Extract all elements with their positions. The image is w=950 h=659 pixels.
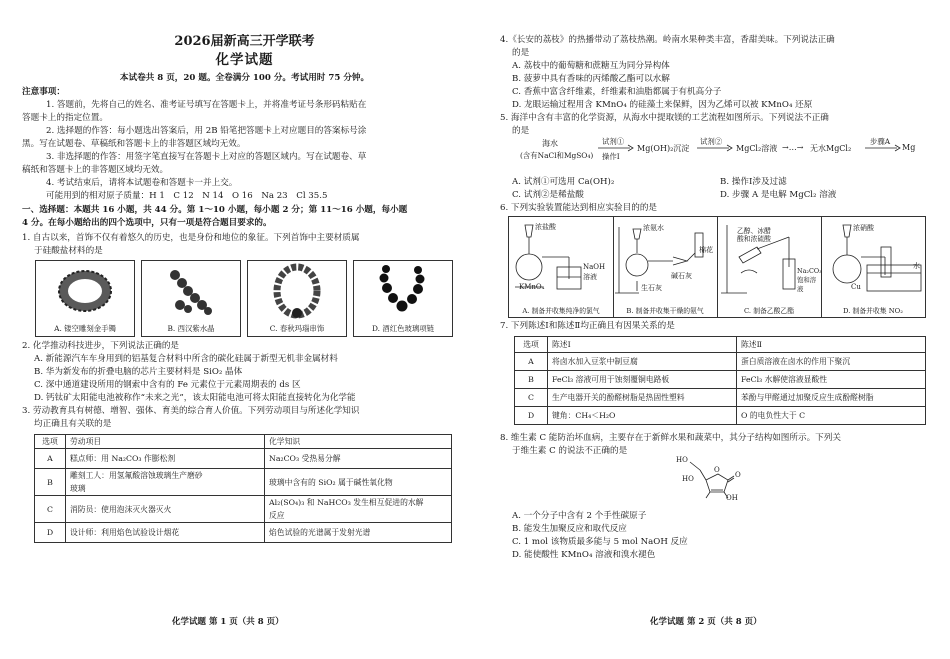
glass-necklace-illustration bbox=[354, 261, 452, 321]
table-row bbox=[35, 496, 452, 510]
bracelet-illustration bbox=[36, 261, 134, 321]
table-cell: D bbox=[515, 407, 548, 425]
option-label: B. 制备并收集干燥的氨气 bbox=[626, 307, 704, 315]
option-image-a bbox=[35, 260, 135, 337]
question-8: 于维生素 C 的说法不正确的是 bbox=[512, 446, 628, 456]
question-8-option: C. 1 mol 该物质最多能与 5 mol NaOH 反应 bbox=[512, 537, 688, 547]
notice-title: 注意事项： bbox=[22, 87, 65, 97]
flow-arrow-note: →…→ bbox=[782, 143, 804, 152]
question-1: 于硅酸盐材料的是 bbox=[34, 246, 103, 256]
table-cell: 糕点师：用 Na₂CO₃ 作膨松剂 bbox=[66, 449, 265, 469]
question-5: 的是 bbox=[512, 126, 530, 136]
label-ethanol: 乙醇、冰醋 bbox=[737, 227, 771, 235]
table-cell: A bbox=[35, 449, 66, 469]
label-nitric-acid: 浓硝酸 bbox=[853, 224, 874, 232]
flow-final: Mg bbox=[902, 143, 916, 152]
label-soda-lime: 碱石灰 bbox=[671, 272, 692, 280]
question-4-option: C. 香蕉中富含纤维素，纤维素和油脂都属于有机高分子 bbox=[512, 87, 722, 97]
notice-line: 稿纸和答题卡上的非答题区域均无效。 bbox=[22, 165, 169, 175]
arrow-icon bbox=[865, 144, 901, 152]
page-2 bbox=[500, 0, 930, 659]
table-row bbox=[35, 435, 452, 449]
table-header: 化学知识 bbox=[265, 435, 452, 449]
table-cell: 雕刻工人：用氢氟酸溶蚀玻璃生产磨砂 bbox=[66, 469, 265, 483]
table-cell: 生产电器开关的酚醛树脂是热固性塑料 bbox=[548, 389, 737, 407]
question-4-option: A. 荔枝中的葡萄糖和蔗糖互为同分异构体 bbox=[512, 61, 670, 71]
arrow-icon bbox=[598, 144, 634, 152]
table-cell: 玻璃中含有的 SiO₂ 属于碱性氧化物 bbox=[265, 469, 452, 496]
flow-product-2: MgCl₂溶液 bbox=[736, 144, 778, 153]
flow-product-1: Mg(OH)₂沉淀 bbox=[637, 144, 690, 153]
option-image-c bbox=[247, 260, 347, 337]
table-cell: Na₂CO₃ 受热易分解 bbox=[265, 449, 452, 469]
exam-subtitle: 化学试题 bbox=[215, 52, 274, 68]
question-8-option: A. 一个分子中含有 2 个手性碳原子 bbox=[512, 511, 647, 521]
table-cell: D bbox=[35, 523, 66, 543]
table-row bbox=[35, 469, 452, 483]
option-label: A. 镂空雕刻金手镯 bbox=[54, 324, 116, 333]
table-cell: B bbox=[515, 371, 548, 389]
label-quicklime: 生石灰 bbox=[641, 284, 662, 292]
table-row bbox=[515, 353, 926, 371]
table-header: 劳动项目 bbox=[66, 435, 265, 449]
question-4: 4.《长安的荔枝》的热播带动了荔枝热潮。岭南水果种类丰富，香甜美味。下列说法正确 bbox=[500, 35, 835, 45]
table-cell: Al₂(SO₄)₃ 和 NaHCO₃ 发生相互促进的水解 bbox=[265, 496, 452, 510]
label-acid-mix: 酸和浓硫酸 bbox=[737, 235, 771, 243]
page-1 bbox=[22, 0, 467, 659]
section-heading: 4 分。在每小题给出的四个选项中，只有一项是符合题目要求的。 bbox=[22, 218, 272, 228]
q3-table bbox=[34, 434, 452, 543]
table-header: 选项 bbox=[35, 435, 66, 449]
question-2: 2. 化学推动科技进步，下列说法正确的是 bbox=[22, 341, 180, 351]
flow-reagent-1: 试剂① bbox=[602, 137, 625, 146]
question-2-option: D. 钙钛矿太阳能电池被称作“未来之光”，该太阳能电池可将太阳能直接转化为化学能 bbox=[34, 393, 356, 403]
label-solution: 溶液 bbox=[583, 273, 597, 281]
crystal-beads-illustration bbox=[142, 261, 240, 321]
question-8-option: D. 能使酸性 KMnO₄ 溶液和溴水褪色 bbox=[512, 550, 656, 560]
label-cotton: 棉花 bbox=[699, 246, 713, 254]
section-heading: 一、选择题：本题共 16 小题，共 44 分。第 1～10 小题，每小题 2 分；第 11～16 小题，每小题 bbox=[22, 205, 408, 215]
table-cell: 键角：CH₄＜H₂O bbox=[548, 407, 737, 425]
question-8-option: B. 能发生加聚反应和取代反应 bbox=[512, 524, 627, 534]
option-image-b bbox=[141, 260, 241, 337]
table-cell: C bbox=[35, 496, 66, 523]
question-5-option: C. 试剂②是稀盐酸 bbox=[512, 190, 584, 200]
question-2-option: B. 华为新发布的折叠电脑的芯片主要材料是 SiO₂ 晶体 bbox=[34, 367, 243, 377]
arrow-icon bbox=[697, 144, 733, 152]
page-footer: 化学试题 第 2 页（共 8 页） bbox=[650, 617, 762, 627]
apparatus-c bbox=[717, 217, 822, 317]
table-row bbox=[35, 449, 452, 469]
table-row bbox=[515, 407, 926, 425]
label-o: O bbox=[714, 466, 720, 474]
option-label: C. 制备乙酸乙酯 bbox=[743, 307, 795, 315]
q7-table bbox=[514, 336, 926, 425]
atomic-masses: 可能用到的相对原子质量：H 1 C 12 N 14 O 16 Na 23 Cl 35.5 bbox=[46, 191, 328, 201]
label-saturated: 饱和溶液 bbox=[797, 276, 817, 293]
apparatus-a bbox=[509, 217, 614, 317]
table-cell: FeCl₃ 水解使溶液显酸性 bbox=[737, 371, 926, 389]
table-row bbox=[35, 523, 452, 543]
question-2-option: C. 深中通道建设所用的钢索中含有的 Fe 元素位于元素周期表的 ds 区 bbox=[34, 380, 301, 390]
flow-reagent-2: 试剂② bbox=[700, 137, 723, 146]
question-5-option: B. 操作Ⅰ涉及过滤 bbox=[720, 177, 787, 187]
label-naoh: NaOH bbox=[583, 263, 606, 271]
question-1: 1. 自古以来，首饰不仅有着悠久的历史，也是身份和地位的象征。下列首饰中主要材质属 bbox=[22, 233, 360, 243]
option-image-d bbox=[353, 260, 453, 337]
table-cell: C bbox=[515, 389, 548, 407]
notice-line: 2. 选择题的作答：每小题选出答案后，用 2B 铅笔把答题卡上对应题目的答案标号涂 bbox=[46, 126, 367, 136]
table-cell: FeCl₃ 溶液可用于蚀刻覆铜电路板 bbox=[548, 371, 737, 389]
table-header: 选项 bbox=[515, 337, 548, 353]
question-2-option: A. 新能源汽车车身用到的铝基复合材料中所含的碳化硅属于新型无机非金属材料 bbox=[34, 354, 338, 364]
table-cell: A bbox=[515, 353, 548, 371]
label-kmno4: KMnO₄ bbox=[519, 283, 545, 291]
question-3: 均正确且有关联的是 bbox=[34, 419, 112, 429]
option-label: C. 春秋玛瑙串饰 bbox=[269, 324, 325, 333]
flow-seawater: 海水 bbox=[542, 139, 558, 148]
label-na2co3: Na₂CO₃ bbox=[797, 267, 822, 275]
apparatus-d bbox=[821, 217, 925, 317]
label-ho: HO bbox=[682, 475, 694, 483]
table-cell: O 的电负性大于 C bbox=[737, 407, 926, 425]
table-header: 陈述Ⅱ bbox=[737, 337, 926, 353]
flow-product-3: 无水MgCl₂ bbox=[810, 144, 852, 153]
page-footer: 化学试题 第 1 页（共 8 页） bbox=[172, 617, 284, 627]
table-cell: 苯酚与甲醛通过加聚反应生成酚醛树脂 bbox=[737, 389, 926, 407]
exam-info: 本试卷共 8 页，20 题。全卷满分 100 分。考试用时 75 分钟。 bbox=[119, 73, 370, 83]
q5-flow-diagram bbox=[520, 138, 920, 172]
notice-line: 3. 非选择题的作答：用签字笔直接写在答题卡上对应的答题区域内。写在试题卷、草 bbox=[46, 152, 367, 162]
label-ho: HO bbox=[676, 456, 688, 464]
label-conc-hcl: 浓盐酸 bbox=[535, 223, 556, 231]
question-4-option: B. 菠萝中具有香味的丙烯酸乙酯可以水解 bbox=[512, 74, 670, 84]
label-cu: Cu bbox=[851, 283, 861, 291]
question-5-option: A. 试剂①可选用 Ca(OH)₂ bbox=[512, 177, 615, 187]
table-cell: 设计师：利用焰色试验设计烟花 bbox=[66, 523, 265, 543]
table-cell: 反应 bbox=[265, 509, 452, 523]
notice-line: 4. 考试结束后，请将本试题卷和答题卡一并上交。 bbox=[46, 178, 238, 188]
question-3: 3. 劳动教育具有树德、增智、强体、育美的综合育人价值。下列劳动项目与所述化学知识 bbox=[22, 406, 360, 416]
flow-operation-1: 操作Ⅰ bbox=[602, 152, 620, 161]
exam-title: 2026届新高三开学联考 bbox=[174, 34, 315, 49]
table-cell: 蛋白质溶液在卤水的作用下聚沉 bbox=[737, 353, 926, 371]
option-label: D. 酒红色玻璃项链 bbox=[371, 324, 435, 333]
label-o: O bbox=[735, 471, 741, 479]
option-label: D. 制备并收集 NO₂ bbox=[843, 307, 903, 315]
table-cell: 焰色试验的光谱属于发射光谱 bbox=[265, 523, 452, 543]
ammonia-apparatus-illustration bbox=[613, 217, 717, 299]
flow-step-a: 步骤A bbox=[870, 137, 891, 146]
table-cell: 将卤水加入豆浆中制豆腐 bbox=[548, 353, 737, 371]
q6-apparatus-panel bbox=[508, 216, 926, 318]
question-5-option: D. 步骤 A 是电解 MgCl₂ 溶液 bbox=[720, 190, 837, 200]
question-8: 8. 维生素 C 能防治坏血病，主要存在于新鲜水果和蔬菜中，其分子结构如图所示。下列关 bbox=[500, 433, 841, 443]
label-ammonia: 浓氨水 bbox=[643, 224, 664, 232]
table-row bbox=[515, 337, 926, 353]
flow-seawater-note: (含有NaCl和MgSO₄) bbox=[520, 151, 594, 160]
table-cell: B bbox=[35, 469, 66, 496]
vitamin-c-structure bbox=[670, 456, 760, 502]
question-4-option: D. 龙眼运输过程用含 KMnO₄ 的硅藻土来保鲜，因为乙烯可以被 KMnO₄ 还原 bbox=[512, 100, 813, 110]
question-6: 6. 下列实验装置能达到相应实验目的的是 bbox=[500, 203, 658, 213]
table-cell: 玻璃 bbox=[66, 482, 265, 496]
agate-necklace-illustration bbox=[248, 261, 346, 321]
apparatus-b bbox=[613, 217, 718, 317]
question-4: 的是 bbox=[512, 48, 530, 58]
notice-line: 1. 答题前，先将自己的姓名、准考证号填写在答题卡上，并将准考证号条形码粘贴在 bbox=[46, 100, 367, 110]
table-cell: 消防员：使用泡沫灭火器灭火 bbox=[66, 496, 265, 523]
option-label: B. 西汉紫水晶 bbox=[167, 324, 215, 333]
table-row bbox=[515, 389, 926, 407]
table-row bbox=[515, 371, 926, 389]
question-7: 7. 下列陈述Ⅰ和陈述Ⅱ均正确且有因果关系的是 bbox=[500, 321, 675, 331]
notice-line: 答题卡上的指定位置。 bbox=[22, 113, 108, 123]
question-5: 5. 海洋中含有丰富的化学资源，从海水中提取镁的工艺流程如图所示。下列说法不正确 bbox=[500, 113, 829, 123]
notice-line: 黑。写在试题卷、草稿纸和答题卡上的非答题区域均无效。 bbox=[22, 139, 246, 149]
table-header: 陈述Ⅰ bbox=[548, 337, 737, 353]
label-oh: OH bbox=[726, 494, 738, 502]
label-water: 水 bbox=[913, 262, 920, 270]
option-label: A. 制备并收集纯净的氯气 bbox=[522, 307, 600, 315]
